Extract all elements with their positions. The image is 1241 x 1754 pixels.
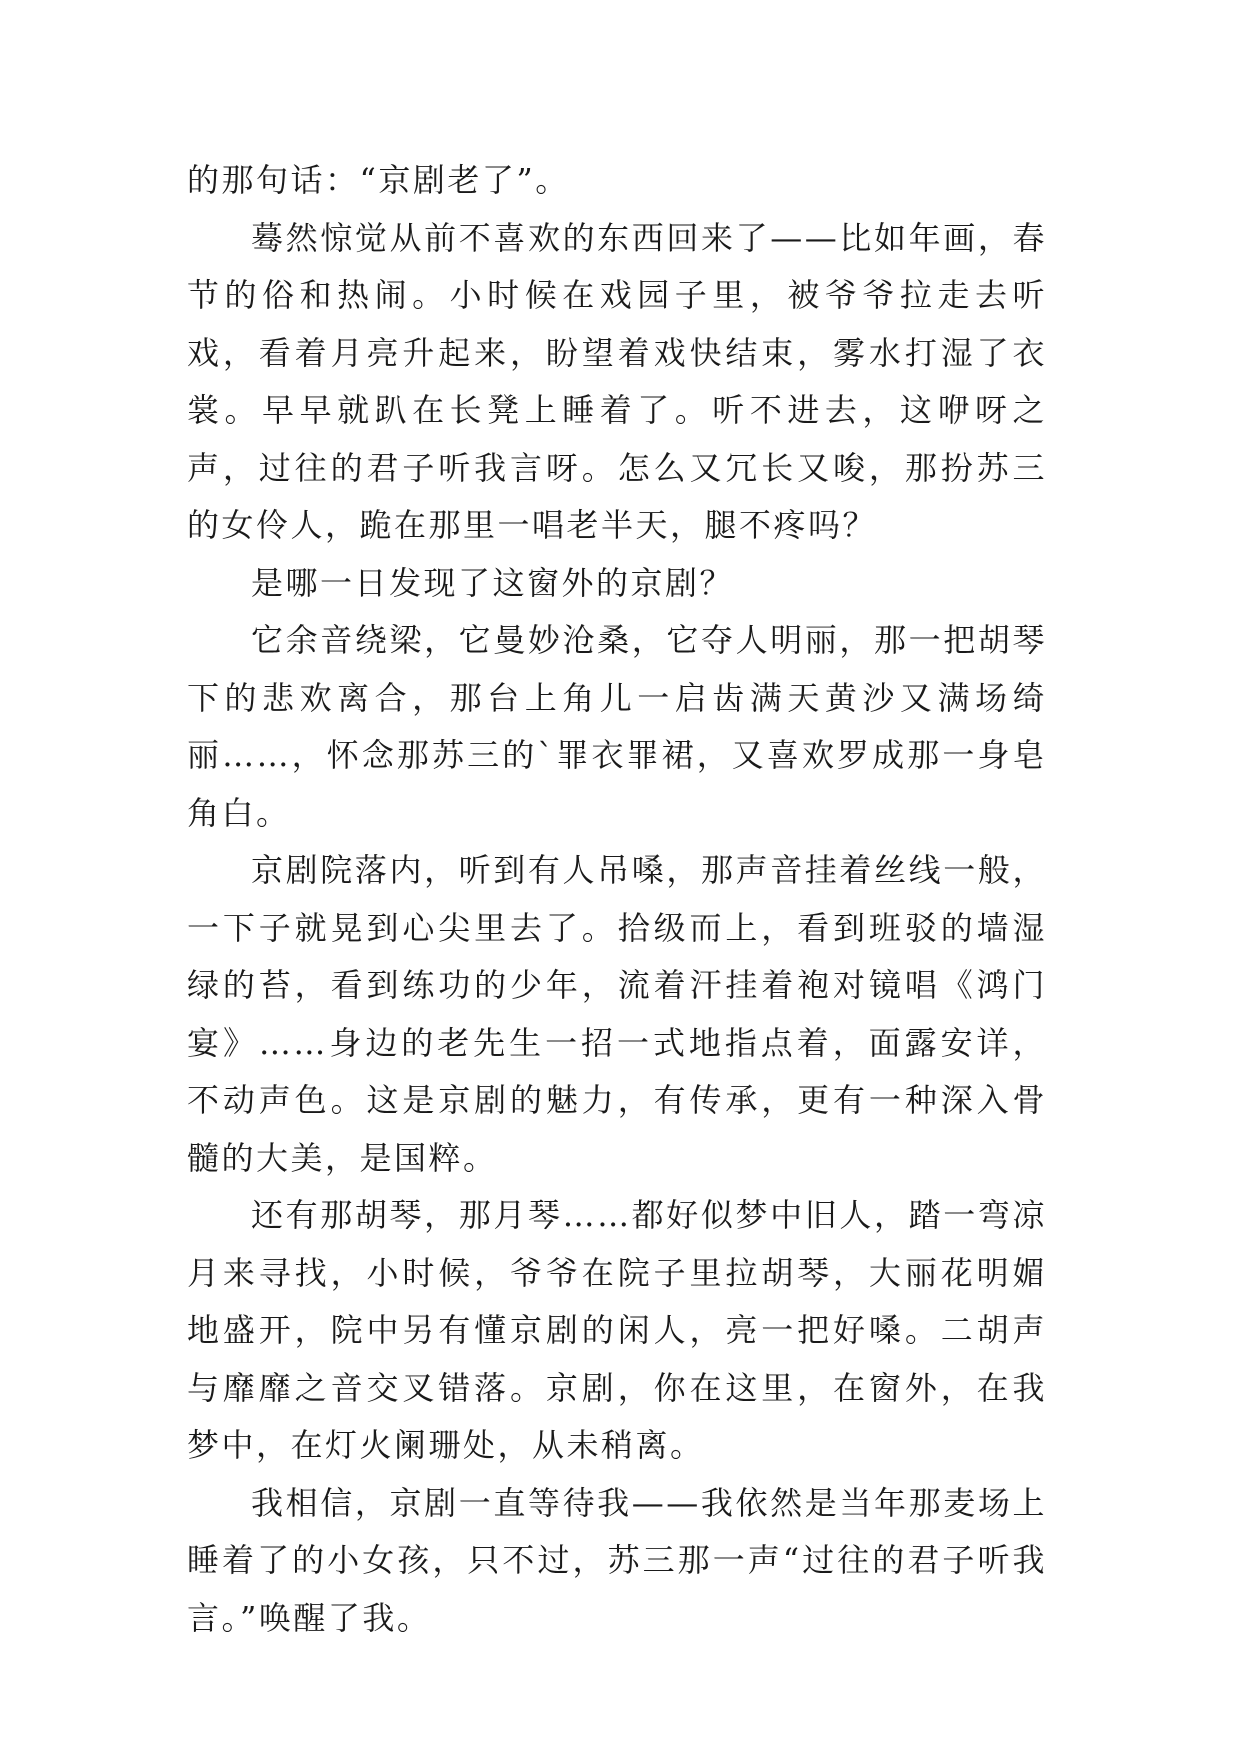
article-body xyxy=(187,152,1047,1647)
paragraph: 我相信，京剧一直等待我——我依然是当年那麦场上睡着了的小女孩，只不过，苏三那一声“过往的君子听我言。”唤醒了我。 xyxy=(187,1483,1047,1637)
paragraph: 它余音绕梁，它曼妙沧桑，它夺人明丽，那一把胡琴下的悲欢离合，那台上角儿一启齿满天黄沙又满场绮丽……，怀念那苏三的`罪衣罪裙，又喜欢罗成那一身皂角白。 xyxy=(187,621,1047,832)
paragraph: 是哪一日发现了这窗外的京剧？ xyxy=(251,563,735,602)
paragraph: 蓦然惊觉从前不喜欢的东西回来了——比如年画，春节的俗和热闹。小时候在戏园子里，被爷爷拉走去听戏，看着月亮升起来，盼望着戏快结束，雾水打湿了衣裳。早早就趴在长凳上睡着了。听不进去，这咿呀之声，过往的君子听我言呀。怎么又冗长又唆，那扮苏三的女伶人，跪在那里一唱老半天，腿不疼吗？ xyxy=(187,218,1047,544)
paragraph: 还有那胡琴，那月琴……都好似梦中旧人，踏一弯凉月来寻找，小时候，爷爷在院子里拉胡琴，大丽花明媚地盛开，院中另有懂京剧的闲人，亮一把好嗓。二胡声与靡靡之音交叉错落。京剧，你在这里，在窗外，在我梦中，在灯火阑珊处，从未稍离。 xyxy=(187,1196,1047,1464)
paragraph-continuation: 的那句话：“京剧老了”。 xyxy=(187,161,570,199)
paragraph: 京剧院落内，听到有人吊嗓，那声音挂着丝线一般，一下子就晃到心尖里去了。拾级而上，看到班驳的墙湿绿的苔，看到练功的少年，流着汗挂着袍对镜唱《鸿门宴》……身边的老先生一招一式地指点着，面露安详，不动声色。这是京剧的魅力，有传承，更有一种深入骨髓的大美，是国粹。 xyxy=(187,851,1047,1177)
